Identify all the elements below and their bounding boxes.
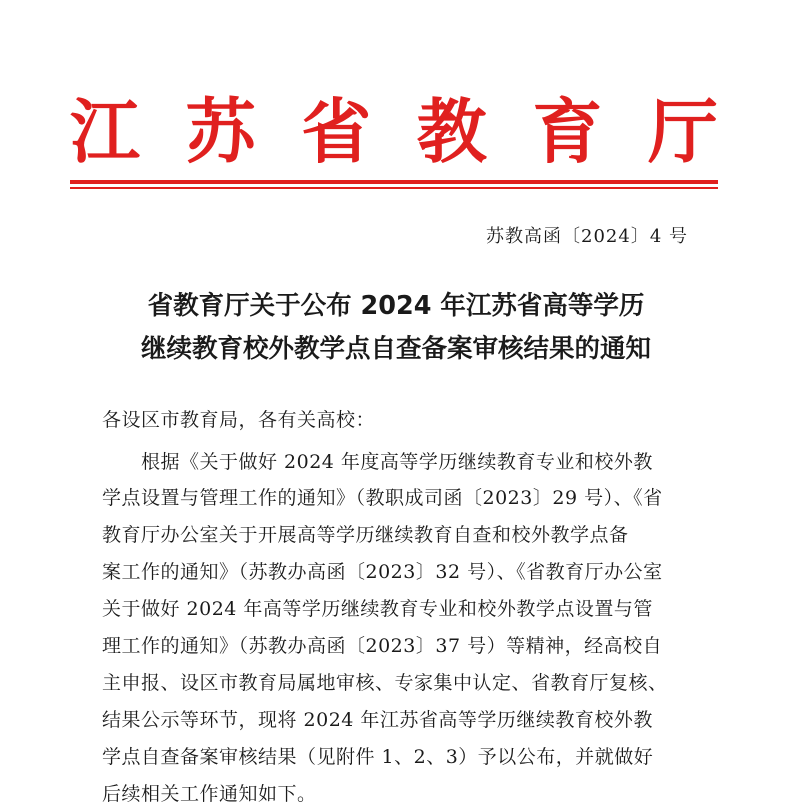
letterhead-title (70, 92, 718, 172)
letterhead-char: 教 (416, 90, 487, 173)
letterhead-rule-thin (70, 187, 718, 189)
body-line: 关于做好 2024 年高等学历继续教育专业和校外教学点设置与管 (102, 598, 653, 620)
letterhead-char: 育 (532, 90, 603, 173)
body-line: 学点设置与管理工作的通知》（教职成司函〔2023〕29 号）、《省 (102, 487, 663, 509)
body-line: 主申报、设区市教育局属地审核、专家集中认定、省教育厅复核、 (102, 672, 668, 694)
body-line: 案工作的通知》（苏教办高函〔2023〕32 号）、《省教育厅办公室 (102, 561, 663, 583)
body-line: 根据《关于做好 2024 年度高等学历继续教育专业和校外教 (102, 451, 653, 473)
letterhead-char: 江 (70, 90, 140, 173)
letterhead-char: 苏 (185, 90, 256, 173)
document-number: 苏教高函〔2024〕4 号 (486, 226, 688, 247)
body-line: 后续相关工作通知如下。 (102, 783, 317, 805)
document-title-line-1: 省教育厅关于公布 2024 年江苏省高等学历 (147, 291, 645, 321)
body-line: 教育厅办公室关于开展高等学历继续教育自查和校外教学点备 (102, 524, 629, 546)
body-line: 结果公示等环节，现将 2024 年江苏省高等学历继续教育校外教 (102, 709, 653, 731)
document-title-line-2: 继续教育校外教学点自查备案审核结果的通知 (140, 334, 651, 364)
body-line: 学点自查备案审核结果（见附件 1、2、3）予以公布，并就做好 (102, 746, 654, 768)
letterhead-rule-thick (70, 180, 718, 184)
letterhead-char: 省 (301, 90, 372, 173)
body-line: 理工作的通知》（苏教办高函〔2023〕37 号）等精神，经高校自 (102, 635, 663, 657)
salutation: 各设区市教育局，各有关高校： (102, 409, 376, 431)
letterhead-char: 厅 (647, 90, 718, 173)
